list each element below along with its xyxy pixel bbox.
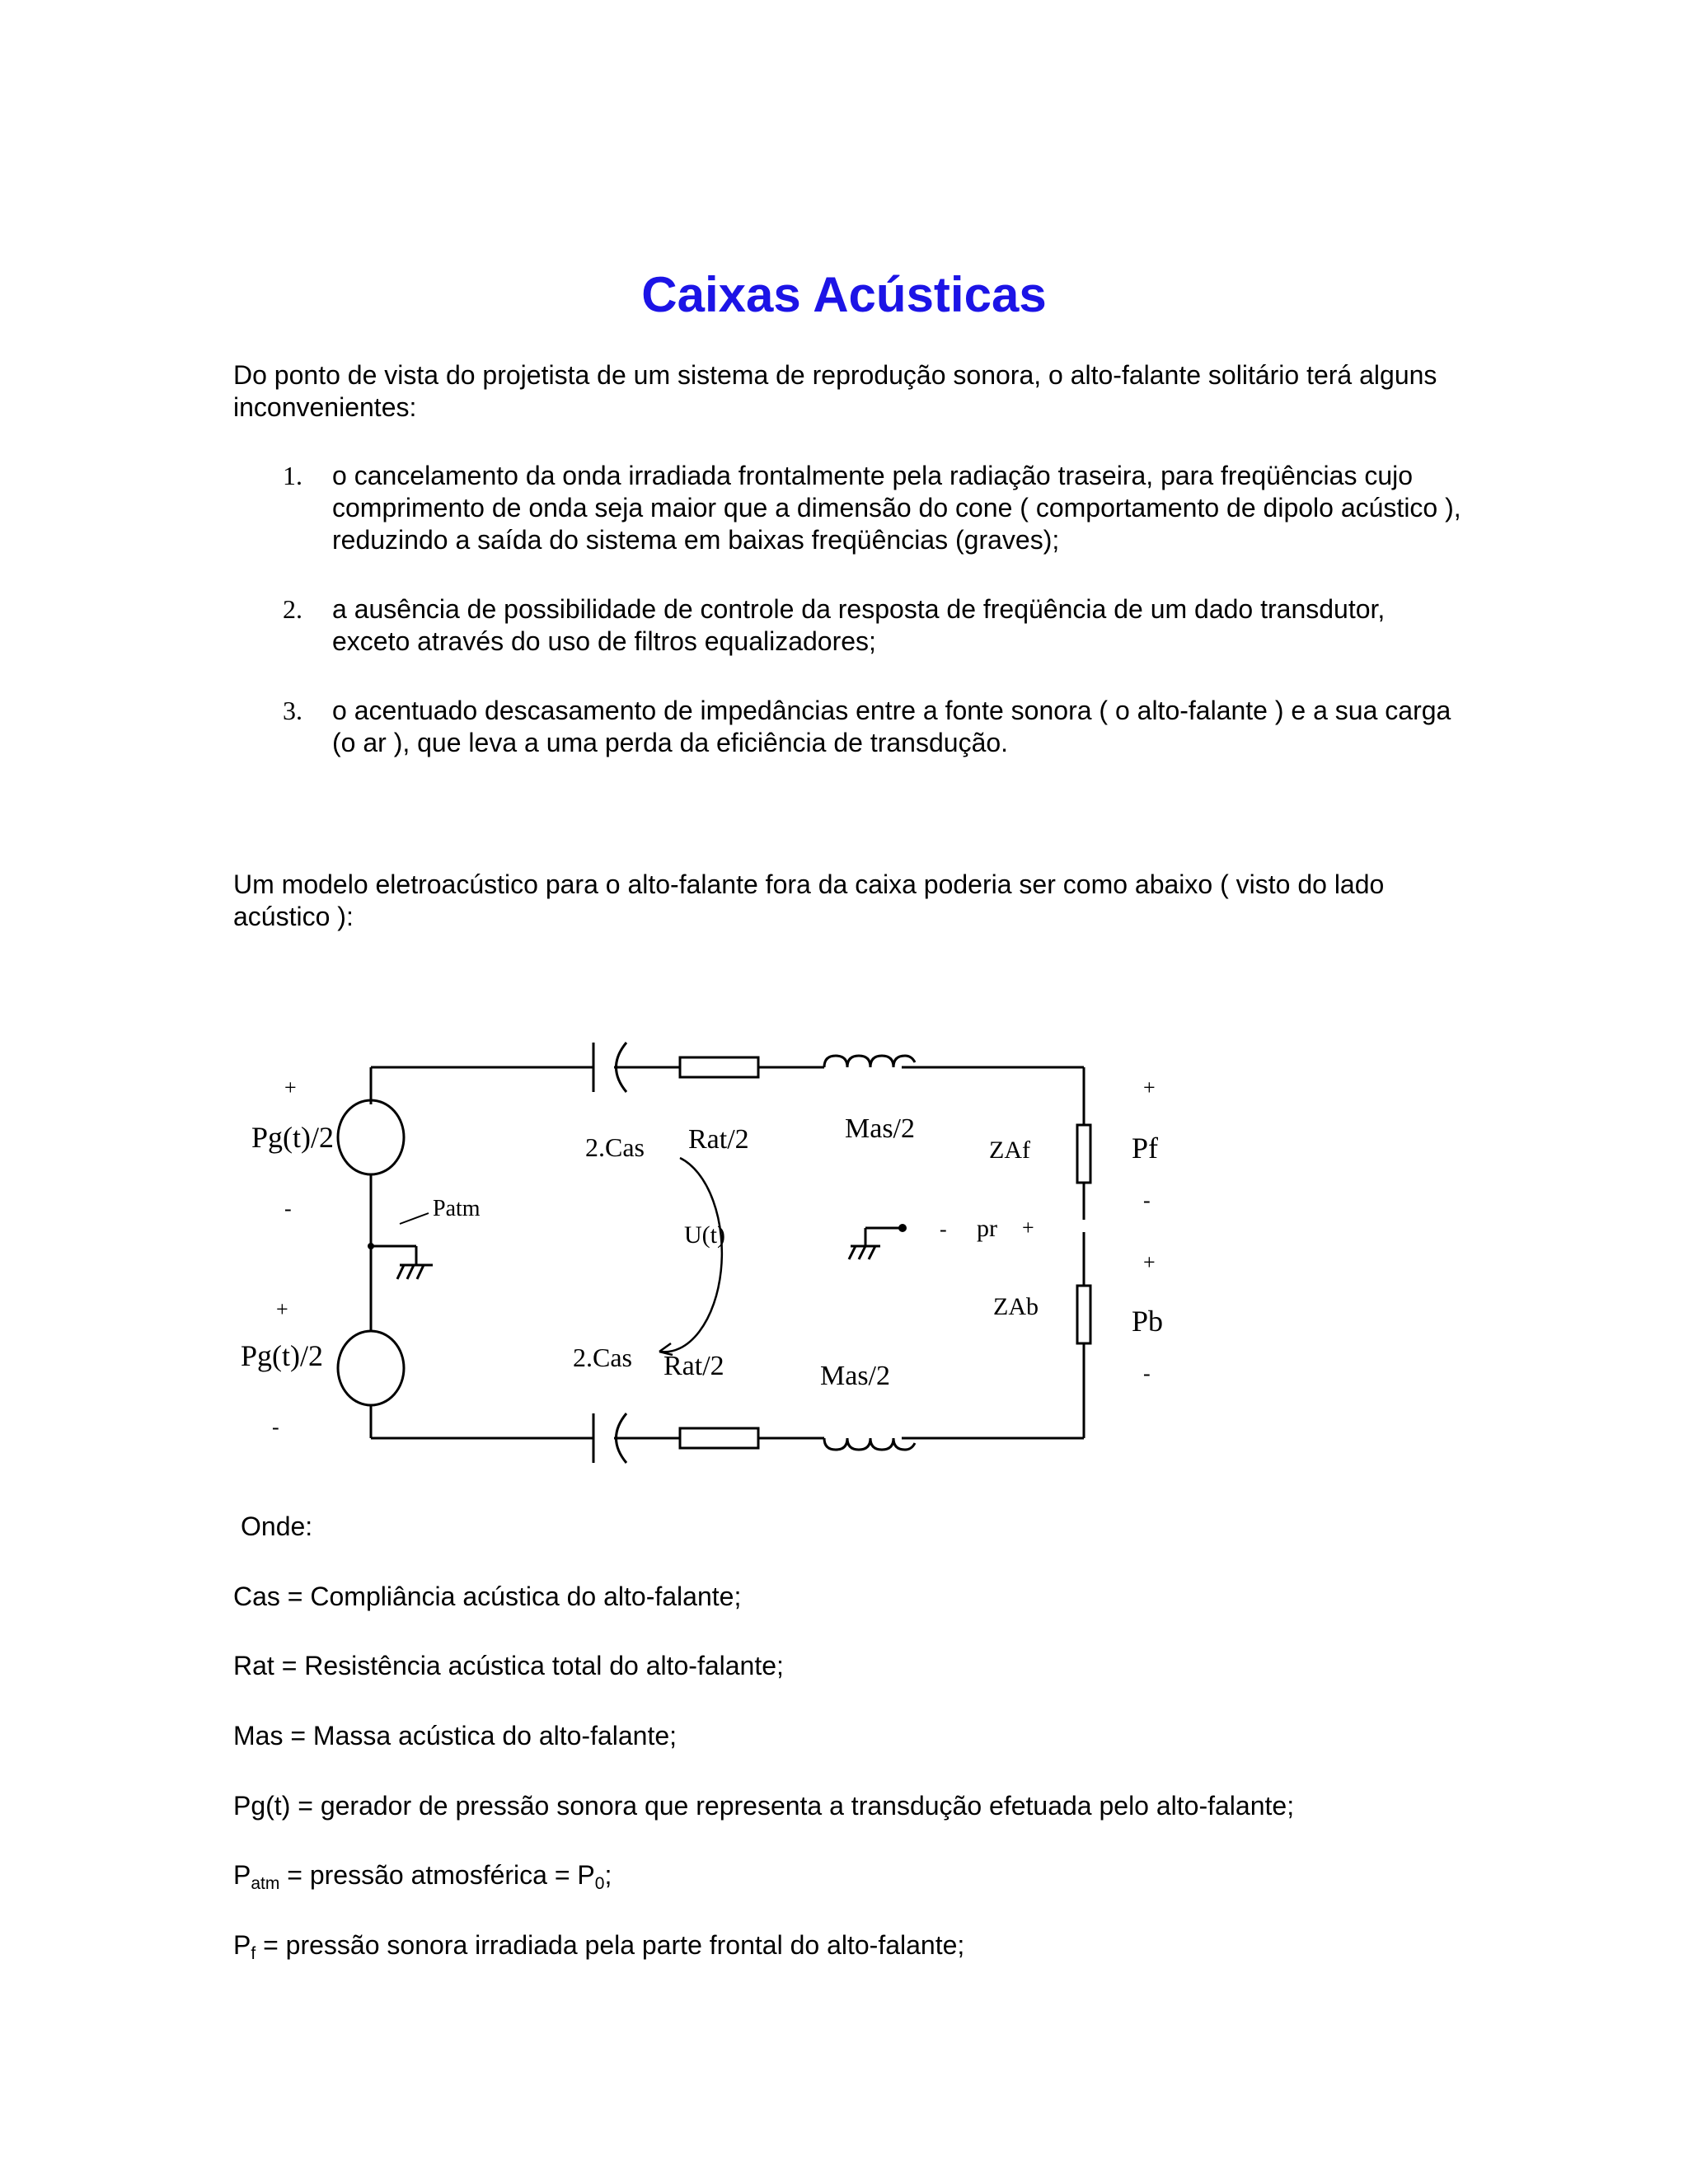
circuit-diagram — [231, 1022, 1187, 1492]
page-title: Caixas Acústicas — [641, 267, 1047, 322]
list-text: o cancelamento da onda irradiada frontalmente pela radiação traseira, para freqüências cujo comprimento de onda seja maior que a dimensão do cone ( comportamento de dipolo acústico ), reduzindo a saída do sistema em baixas freqüências (graves); — [332, 461, 1461, 555]
label-cas-top: 2.Cas — [585, 1132, 645, 1162]
definition-mas: Mas = Massa acústica do alto-falante; — [233, 1721, 678, 1750]
inductor-top — [824, 1056, 915, 1067]
pressure-generator-top — [338, 1100, 404, 1174]
center-ground-icon — [869, 1246, 875, 1259]
node-dot — [898, 1224, 907, 1232]
label-pg-bottom: Pg(t)/2 — [241, 1339, 324, 1372]
label-pf-plus: + — [1143, 1076, 1156, 1099]
list-number: 2. — [283, 594, 302, 624]
label-zaf: ZAf — [989, 1137, 1030, 1164]
ground-icon — [397, 1265, 404, 1279]
onde-label: Onde: — [241, 1511, 313, 1541]
definition-pf — [233, 1929, 1552, 1961]
model-intro-paragraph: Um modelo eletroacústico para o alto-falante fora da caixa poderia ser como abaixo ( visto do lado acústico ): — [233, 869, 1385, 931]
label-pr-minus: - — [940, 1217, 947, 1241]
resistor-bottom — [680, 1428, 758, 1448]
symbol-subscript: 0 — [594, 1874, 605, 1893]
label-plus-top: + — [284, 1076, 297, 1099]
label-minus-top: - — [284, 1197, 292, 1221]
label-rat-bottom: Rat/2 — [663, 1351, 724, 1381]
pressure-generator-bottom — [338, 1331, 404, 1405]
symbol-subscript: f — [251, 1944, 256, 1963]
label-pg-top: Pg(t)/2 — [251, 1121, 335, 1154]
definition-text: = pressão atmosférica = P — [279, 1860, 595, 1890]
list-number: 1. — [283, 461, 302, 490]
label-pr-plus: + — [1022, 1216, 1034, 1240]
resistor-top — [680, 1057, 758, 1077]
symbol-text: P — [233, 1860, 251, 1890]
label-pb-minus: - — [1143, 1361, 1151, 1385]
list-text: a ausência de possibilidade de controle da resposta de freqüência de um dado transdutor, exceto através do uso de filtros equalizadores; — [332, 594, 1386, 656]
symbol-text: P — [233, 1930, 251, 1960]
definition-patm — [233, 1859, 1552, 1891]
node-dot — [368, 1243, 374, 1249]
label-pf-minus: - — [1143, 1188, 1151, 1212]
center-ground-icon — [859, 1246, 865, 1259]
definition-cas: Cas = Compliância acústica do alto-falante; — [233, 1582, 742, 1611]
volume-velocity-arc — [659, 1158, 722, 1352]
definition-rat: Rat = Resistência acústica total do alto-falante; — [233, 1651, 784, 1680]
label-patm: Patm — [433, 1196, 481, 1221]
intro-paragraph: Do ponto de vista do projetista de um sistema de reprodução sonora, o alto-falante solitário terá alguns inconvenientes: — [233, 360, 1437, 422]
label-pr: pr — [977, 1215, 997, 1242]
list-number: 3. — [283, 696, 302, 725]
center-ground-icon — [849, 1246, 856, 1259]
label-mas-top: Mas/2 — [845, 1113, 915, 1144]
impedance-zaf — [1077, 1125, 1090, 1183]
label-plus-bottom: + — [276, 1297, 288, 1321]
label-ut: U(t) — [684, 1221, 725, 1249]
label-pb: Pb — [1132, 1305, 1164, 1338]
ground-icon — [407, 1265, 414, 1279]
ground-icon — [417, 1265, 424, 1279]
label-minus-bottom: - — [272, 1415, 279, 1439]
inductor-bottom — [824, 1438, 915, 1450]
symbol-subscript: atm — [251, 1874, 280, 1893]
definition-pg: Pg(t) = gerador de pressão sonora que representa a transdução efetuada pelo alto-falante; — [233, 1791, 1295, 1821]
label-zab: ZAb — [993, 1293, 1039, 1320]
impedance-zab — [1077, 1286, 1090, 1343]
list-text: o acentuado descasamento de impedâncias entre a fonte sonora ( o alto-falante ) e a sua carga (o ar ), que leva a uma perda da eficiência de transdução. — [332, 696, 1451, 757]
label-pb-plus: + — [1143, 1250, 1156, 1274]
definition-text: = pressão sonora irradiada pela parte frontal do alto-falante; — [256, 1930, 965, 1960]
definition-text: ; — [604, 1860, 612, 1890]
label-cas-bottom: 2.Cas — [573, 1343, 632, 1372]
patm-pointer — [400, 1213, 429, 1224]
label-rat-top: Rat/2 — [688, 1124, 749, 1155]
label-mas-bottom: Mas/2 — [820, 1361, 890, 1391]
label-pf: Pf — [1132, 1132, 1159, 1165]
